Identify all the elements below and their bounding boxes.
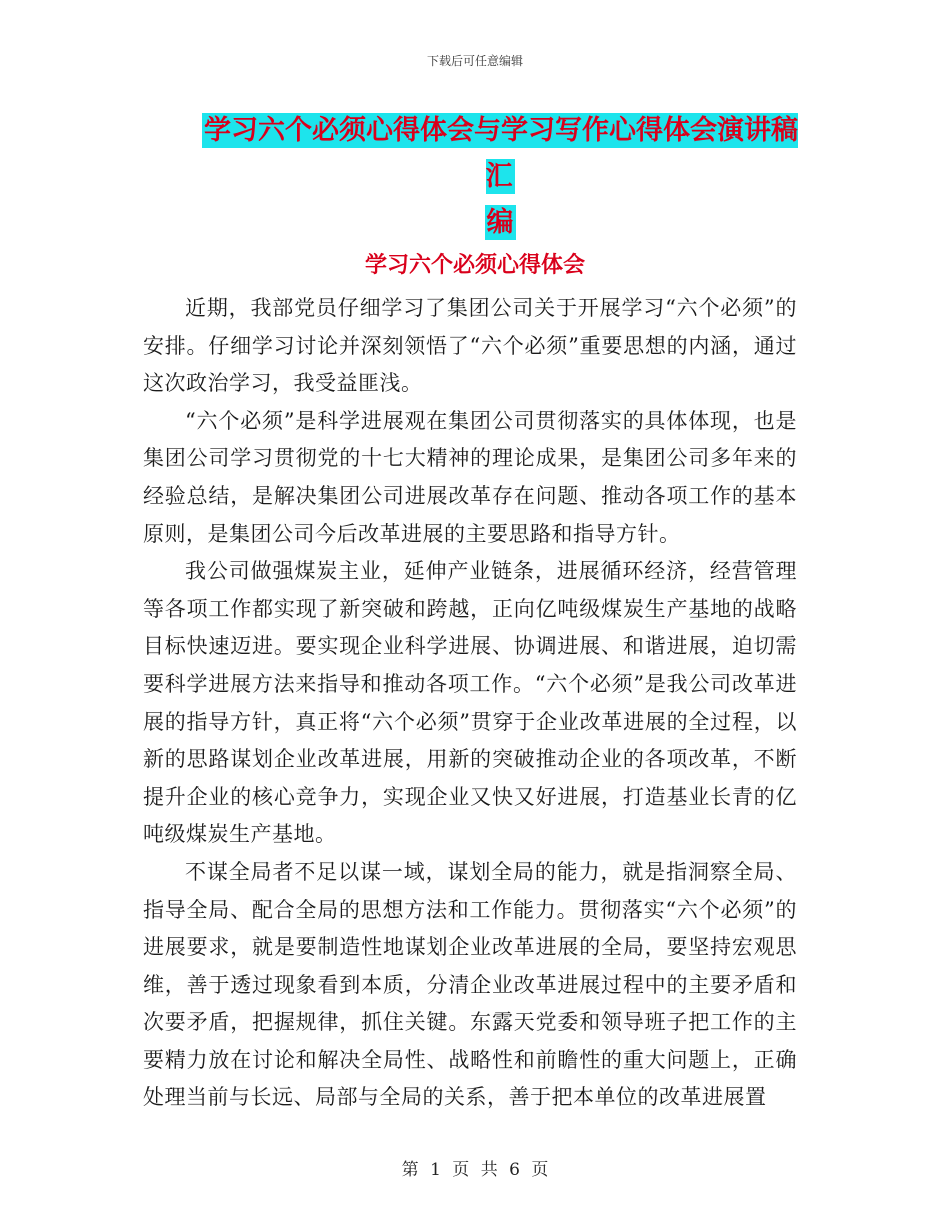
paragraph: 我公司做强煤炭主业，延伸产业链条，进展循环经济，经营管理等各项工作都实现了新突破和跨越，正向亿吨级煤炭生产基地的战略目标快速迈进。要实现企业科学进展、协调进展、和谐进展，迫切需要科学进展方法来指导和推动各项工作。“六个必须”是我公司改革进展的指导方针，真正将“六个必须”贯穿于企业改革进展的全过程，以新的思路谋划企业改革进展，用新的突破推动企业的各项改革，不断提升企业的核心竞争力，实现企业又快又好进展，打造基业长青的亿吨级煤炭生产基地。 <box>143 559 797 847</box>
document-title-line-1: 学习六个必须心得体会与学习写作心得体会演讲稿汇 <box>204 115 798 192</box>
header-note: 下载后可任意编辑 <box>426 54 523 68</box>
paragraph: “六个必须”是科学进展观在集团公司贯彻落实的具体体现，也是集团公司学习贯彻党的十七大精神的理论成果，是集团公司多年来的经验总结，是解决集团公司进展改革存在问题、推动各项工作的基本原则，是集团公司今后改革进展的主要思路和指导方针。 <box>143 408 797 546</box>
paragraph: 近期，我部党员仔细学习了集团公司关于开展学习“六个必须”的安排。仔细学习讨论并深刻领悟了“六个必须”重要思想的内涵，通过这次政治学习，我受益匪浅。 <box>143 296 797 396</box>
section-title: 学习六个必须心得体会 <box>364 253 585 278</box>
document-title-line-2: 编 <box>486 207 514 238</box>
body-text <box>143 290 797 1117</box>
paragraph: 不谋全局者不足以谋一域，谋划全局的能力，就是指洞察全局、指导全局、配合全局的思想方法和工作能力。贯彻落实“六个必须”的进展要求，就是要制造性地谋划企业改革进展的全局，要坚持宏观思维，善于透过现象看到本质，分清企业改革进展过程中的主要矛盾和次要矛盾，把握规律，抓住关键。东露天党委和领导班子把工作的主要精力放在讨论和解决全局性、战略性和前瞻性的重大问题上，正确处理当前与长远、局部与全局的关系，善于把本单位的改革进展置 <box>143 859 797 1110</box>
page-footer: 第 1 页 共 6 页 <box>401 1160 549 1180</box>
document-title <box>190 108 810 246</box>
